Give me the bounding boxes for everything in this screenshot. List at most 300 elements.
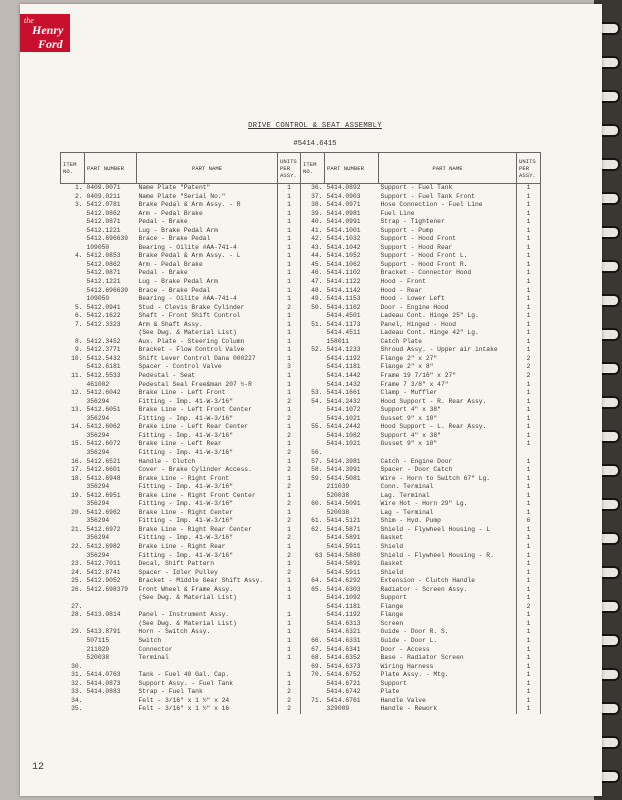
cell-item-no: 57. (301, 458, 325, 467)
cell-units: 1 (517, 295, 541, 304)
cell-part-number: 5412.8741 (86, 568, 121, 576)
cell-part-number: 5414.5121 (326, 517, 361, 525)
cell-item-no: 43. (301, 244, 325, 253)
cell-units: 1 (278, 458, 301, 467)
cell-item-no: 6. (74, 312, 83, 320)
cell-part-number: 5414.1062 (326, 260, 361, 268)
cell-part-number: 520038 (86, 654, 110, 662)
cell-units: 1 (517, 475, 541, 484)
cell-part-name: Handle Valve (379, 697, 517, 706)
cell-item-no: 61. (301, 517, 325, 526)
cell-units: 1 (278, 201, 301, 210)
cell-part-name: Shroud Assy. - Upper air intake (379, 346, 517, 355)
cell-item-no: 2. (74, 192, 83, 200)
cell-item-no: 25. (71, 577, 83, 585)
cell-item-no (301, 338, 325, 347)
cell-part-name: (See Dwg. & Material List) (137, 594, 278, 603)
cell-part-number: 5414.5091 (326, 500, 361, 508)
cell-item-no: 53. (301, 389, 325, 398)
cell-part-number: 0409.0211 (86, 192, 121, 200)
table-row (61, 475, 541, 484)
cell-units: 1 (517, 586, 541, 595)
cell-part-number: 5412.0871 (86, 218, 121, 226)
cell-part-name: Lug - Brake Pedal Arm (137, 227, 278, 236)
cell-units: 1 (278, 620, 301, 629)
cell-part-name: Brake Line - Right Front Center (137, 492, 278, 501)
cell-units: 1 (517, 406, 541, 415)
table-row (61, 432, 541, 441)
cell-item-no: 7. (74, 320, 83, 328)
cell-units: 2 (278, 517, 301, 526)
table-row (61, 235, 541, 244)
cell-units: 1 (278, 295, 301, 304)
cell-part-number: 5412.9052 (86, 577, 121, 585)
table-row (61, 671, 541, 680)
cell-units: 1 (517, 244, 541, 253)
cell-part-number: 5412.1622 (86, 312, 121, 320)
cell-units: 1 (278, 509, 301, 518)
document-page (20, 4, 602, 796)
cell-units: 2 (278, 304, 301, 313)
parts-table (60, 152, 541, 714)
cell-units: 2 (278, 534, 301, 543)
table-row (61, 646, 541, 655)
cell-item-no (301, 355, 325, 364)
cell-part-number: 356294 (86, 534, 110, 542)
cell-units: 1 (517, 227, 541, 236)
cell-item-no (61, 278, 85, 287)
cell-part-number: 5412.6072 (86, 440, 121, 448)
cell-part-name: Spacer - Door Catch (379, 466, 517, 475)
table-row (61, 423, 541, 432)
cell-part-name: Panel - Instrument Assy. (137, 611, 278, 620)
cell-part-name: Support - Hood Rear (379, 244, 517, 253)
table-row (61, 184, 541, 193)
cell-part-number: 5414.3981 (326, 457, 361, 465)
cell-part-name: Fitting - Imp. 41-W-3/16" (137, 483, 278, 492)
cell-part-name: Terminal (137, 654, 278, 663)
cell-item-no: 52. (301, 346, 325, 355)
cell-units: 1 (517, 458, 541, 467)
cell-part-number: 5414.5891 (326, 534, 361, 542)
cell-units: 1 (517, 509, 541, 518)
cell-part-number: 5414.0981 (326, 209, 361, 217)
cell-units: 1 (517, 637, 541, 646)
cell-units: 1 (278, 637, 301, 646)
cell-part-name: (See Dwg. & Material List) (137, 620, 278, 629)
cell-part-name: Extension - Clutch Handle (379, 577, 517, 586)
cell-part-number: 5414.0883 (86, 688, 121, 696)
cell-units: 1 (278, 381, 301, 390)
table-row (61, 543, 541, 552)
table-row (61, 705, 541, 714)
cell-units: 1 (278, 406, 301, 415)
cell-units: 2 (278, 398, 301, 407)
cell-item-no: 20. (71, 508, 83, 516)
cell-units: 1 (278, 355, 301, 364)
cell-item-no: 47. (301, 278, 325, 287)
cell-item-no (61, 295, 85, 304)
cell-part-number: 5414.5911 (326, 542, 361, 550)
cell-item-no: 66. (301, 637, 325, 646)
cell-item-no (61, 654, 85, 663)
cell-part-name: Guide - Door R. S. (379, 628, 517, 637)
cell-part-number: 5414.1122 (326, 278, 361, 286)
cell-units: 1 (517, 483, 541, 492)
cell-item-no: 49. (301, 295, 325, 304)
table-row (61, 346, 541, 355)
table-row (61, 398, 541, 407)
cell-units: 1 (278, 440, 301, 449)
cell-units: 1 (278, 218, 301, 227)
cell-item-no: 69. (301, 663, 325, 672)
cell-item-no (61, 363, 85, 372)
cell-part-number: 5414.1181 (326, 602, 361, 610)
cell-part-name: Frame 7 3/8" x 47" (379, 381, 517, 390)
table-row (61, 611, 541, 620)
cell-part-name: Support Assy. - Fuel Tank (137, 680, 278, 689)
cell-part-number: 5414.1181 (326, 363, 361, 371)
cell-part-name: Support - Fuel Tank (379, 184, 517, 193)
cell-units: 1 (517, 646, 541, 655)
cell-part-number: 5414.1432 (326, 380, 361, 388)
cell-item-no: 65. (301, 586, 325, 595)
cell-part-name: Fitting - Imp. 41-W-3/16" (137, 432, 278, 441)
cell-item-no (61, 244, 85, 253)
cell-part-name: Shield - Flywheel Housing - R. (379, 552, 517, 561)
cell-item-no (301, 594, 325, 603)
cell-units: 1 (517, 492, 541, 501)
cell-part-number: 5412.0781 (86, 201, 121, 209)
table-row (61, 252, 541, 261)
cell-part-number: 5414.6303 (326, 585, 361, 593)
cell-part-number: 356294 (86, 414, 110, 422)
cell-units: 1 (517, 338, 541, 347)
cell-part-number: 5414.1082 (326, 431, 361, 439)
cell-units: 1 (517, 423, 541, 432)
cell-units: 1 (517, 432, 541, 441)
cell-item-no: 30. (71, 662, 83, 670)
cell-part-number (85, 705, 137, 714)
cell-part-number: 5414.5891 (326, 560, 361, 568)
cell-part-number: 5414.0763 (86, 671, 121, 679)
cell-item-no: 68. (301, 654, 325, 663)
cell-part-name: Strap - Fuel Tank (137, 688, 278, 697)
cell-part-number: 5414.6761 (326, 696, 361, 704)
cell-units: 1 (517, 552, 541, 561)
cell-part-name: Handle - Clutch (137, 458, 278, 467)
cell-part-number: 0409.0071 (86, 184, 121, 191)
cell-item-no: 41. (301, 227, 325, 236)
cell-item-no (61, 483, 85, 492)
table-row (61, 637, 541, 646)
cell-units: 1 (278, 594, 301, 603)
cell-item-no (301, 381, 325, 390)
table-row (61, 363, 541, 372)
table-row (61, 218, 541, 227)
cell-units: 1 (278, 628, 301, 637)
cell-item-no: 24. (71, 568, 83, 576)
cell-item-no (61, 269, 85, 278)
cell-part-number: 158011 (326, 337, 350, 345)
cell-part-name: Front Wheel & Frame Assy. (137, 586, 278, 595)
cell-item-no: 67. (301, 646, 325, 655)
cell-part-name: Wiring Harness (379, 663, 517, 672)
cell-part-number: 5414.6373 (326, 662, 361, 670)
cell-item-no (301, 620, 325, 629)
cell-units: 3 (278, 363, 301, 372)
cell-units: 2 (278, 569, 301, 578)
cell-units: 1 (278, 252, 301, 261)
cell-part-number (85, 329, 137, 338)
cell-part-name: Radiator - Screen Assy. (379, 586, 517, 595)
cell-item-no (61, 415, 85, 424)
cell-units: 1 (517, 577, 541, 586)
cell-item-no (301, 440, 325, 449)
table-row (61, 663, 541, 672)
cell-part-number: 211039 (326, 483, 350, 491)
cell-part-number: 109050 (86, 243, 110, 251)
cell-units: 1 (517, 526, 541, 535)
cell-part-name: Brake Pedal & Arm Assy. - R (137, 201, 278, 210)
cell-part-number: 5414.1192 (326, 354, 361, 362)
cell-units: 1 (278, 244, 301, 253)
cell-units: 2 (278, 688, 301, 697)
cell-part-number: 5414.1042 (326, 243, 361, 251)
cell-item-no (301, 329, 325, 338)
cell-part-number: 5412.696639 (86, 235, 129, 243)
cell-item-no: 55. (301, 423, 325, 432)
table-row (61, 295, 541, 304)
cell-item-no: 17. (71, 466, 83, 474)
cell-units: 1 (517, 252, 541, 261)
logo-ford: Ford (38, 37, 63, 51)
cell-part-name: Wire Hot - Horn 29" Lg. (379, 500, 517, 509)
cell-part-name: Support - Hood Front R. (379, 261, 517, 270)
cell-part-name (137, 663, 278, 672)
table-row (61, 372, 541, 381)
cell-units: 1 (278, 338, 301, 347)
cell-item-no: 62. (301, 526, 325, 535)
cell-units: 1 (517, 201, 541, 210)
cell-units: 1 (517, 193, 541, 202)
cell-part-number: 356294 (86, 397, 110, 405)
cell-units: 1 (517, 210, 541, 219)
cell-part-name: Support (379, 594, 517, 603)
cell-units: 1 (517, 671, 541, 680)
table-row (61, 210, 541, 219)
cell-units: 1 (278, 543, 301, 552)
cell-item-no (301, 415, 325, 424)
cell-part-name: Base - Radiator Screen (379, 654, 517, 663)
table-row (61, 381, 541, 390)
cell-part-name: Panel, Hinged - Hood (379, 321, 517, 330)
cell-item-no (61, 210, 85, 219)
table-row (61, 628, 541, 637)
table-row (61, 269, 541, 278)
cell-part-name: Support - Pump (379, 227, 517, 236)
cell-item-no: 46. (301, 269, 325, 278)
cell-units: 1 (517, 663, 541, 672)
cell-item-no: 71. (301, 697, 325, 706)
cell-units: 2 (278, 705, 301, 714)
cell-units: 1 (278, 278, 301, 287)
table-row (61, 594, 541, 603)
cell-part-number: 5414.1142 (326, 286, 361, 294)
cell-units: 2 (278, 432, 301, 441)
cell-item-no: 18. (71, 474, 83, 482)
cell-part-number: 5412.1221 (86, 226, 121, 234)
cell-units: 1 (517, 705, 541, 714)
cell-part-number: 5414.1032 (326, 235, 361, 243)
table-row (61, 492, 541, 501)
table-row (61, 500, 541, 509)
cell-item-no (301, 483, 325, 492)
cell-item-no (301, 372, 325, 381)
cell-units: 2 (278, 697, 301, 706)
table-row (61, 227, 541, 236)
cell-part-number (85, 663, 137, 672)
cell-item-no: 56. (301, 449, 325, 458)
cell-item-no: 48. (301, 287, 325, 296)
cell-part-name: Arm - Pedal Brake (137, 261, 278, 270)
table-row (61, 440, 541, 449)
cell-part-name: Bearing - Oilite #AA-741-4 (137, 244, 278, 253)
cell-units: 2 (517, 363, 541, 372)
cell-units: 1 (517, 218, 541, 227)
cell-part-name: Name Plate "Serial No." (137, 193, 278, 202)
cell-units: 1 (278, 586, 301, 595)
cell-item-no: 16. (71, 457, 83, 465)
cell-units (517, 449, 541, 458)
cell-part-name: Brace - Brake Pedal (137, 287, 278, 296)
cell-units: 1 (517, 235, 541, 244)
cell-part-name: Lag. Terminal (379, 492, 517, 501)
cell-units: 1 (517, 534, 541, 543)
cell-item-no: 64. (301, 577, 325, 586)
cell-part-name: (See Dwg. & Material List) (137, 329, 278, 338)
cell-units: 1 (278, 526, 301, 535)
cell-units: 1 (517, 381, 541, 390)
header-part-number: PART NUMBER (85, 153, 137, 184)
cell-item-no: 8. (74, 337, 83, 345)
cell-item-no: 44. (301, 252, 325, 261)
table-row (61, 201, 541, 210)
cell-part-name: Flange (379, 611, 517, 620)
cell-units: 1 (517, 269, 541, 278)
cell-item-no (301, 611, 325, 620)
cell-item-no: 32. (71, 679, 83, 687)
cell-part-name: Support - Hood Front L. (379, 252, 517, 261)
cell-part-number: 5412.7011 (86, 560, 121, 568)
cell-part-name: Fitting - Imp. 41-W-3/16" (137, 517, 278, 526)
cell-item-no (301, 628, 325, 637)
cell-item-no: 23. (71, 560, 83, 568)
cell-item-no: 40. (301, 218, 325, 227)
cell-part-name: Screen (379, 620, 517, 629)
cell-units: 2 (278, 500, 301, 509)
cell-part-name: Felt - 3/16" x 1 ½" x 16 (137, 705, 278, 714)
cell-part-name: Ladeau Cont. Hinge 42" Lg. (379, 329, 517, 338)
cell-part-name: Flange 2" x 27" (379, 355, 517, 364)
cell-units: 1 (517, 654, 541, 663)
cell-item-no (61, 218, 85, 227)
cell-item-no (61, 620, 85, 629)
cell-part-name: Door - Engine Hood (379, 304, 517, 313)
cell-item-no: 1. (74, 184, 83, 191)
cell-part-name: Ladeau Cont. Hinge 25" Lg. (379, 312, 517, 321)
cell-part-number: 211029 (86, 645, 110, 653)
cell-item-no: 37. (301, 193, 325, 202)
cell-part-number: 5414.6721 (326, 679, 361, 687)
cell-units: 1 (517, 321, 541, 330)
cell-part-name: Support 4" x 38" (379, 432, 517, 441)
cell-item-no: 5. (74, 303, 83, 311)
table-row (61, 278, 541, 287)
cell-part-number: 356294 (86, 483, 110, 491)
cell-part-name: Catch Plate (379, 338, 517, 347)
cell-part-number: 5412.0941 (86, 303, 121, 311)
cell-units: 2 (517, 603, 541, 612)
cell-part-name: Bracket - Flow Control Valve (137, 346, 278, 355)
cell-units: 1 (517, 500, 541, 509)
cell-units: 1 (278, 577, 301, 586)
cell-part-name: Support (379, 680, 517, 689)
cell-part-number: 5414.1102 (326, 269, 361, 277)
cell-item-no: 70. (301, 671, 325, 680)
cell-part-number: 5412.6982 (86, 542, 121, 550)
cell-units: 1 (278, 680, 301, 689)
cell-part-number: 5412.6972 (86, 525, 121, 533)
cell-part-number: 5412.5533 (86, 372, 121, 380)
cell-item-no (301, 603, 325, 612)
table-row (61, 534, 541, 543)
cell-part-number: 5414.6313 (326, 619, 361, 627)
table-row (61, 552, 541, 561)
cell-item-no (301, 705, 325, 714)
cell-part-number: 5412.0862 (86, 209, 121, 217)
cell-part-name: Handle - Rework (379, 705, 517, 714)
henry-ford-logo (20, 14, 70, 52)
cell-item-no: 58. (301, 466, 325, 475)
cell-part-name: Hood - Lower Left (379, 295, 517, 304)
cell-units: 1 (278, 184, 301, 193)
cell-part-name: Plate (379, 688, 517, 697)
table-row (61, 577, 541, 586)
cell-part-number: 5414.5911 (326, 568, 361, 576)
table-row (61, 466, 541, 475)
cell-units: 6 (517, 517, 541, 526)
table-row (61, 458, 541, 467)
cell-part-name: Brace - Brake Pedal (137, 235, 278, 244)
cell-item-no: 21. (71, 525, 83, 533)
cell-units: 1 (517, 415, 541, 424)
cell-part-name: Pedestal Seal Free&man 207 ½-R (137, 381, 278, 390)
header-part-name-2: PART NAME (379, 153, 517, 184)
cell-units: 1 (517, 466, 541, 475)
cell-part-number: 356294 (86, 551, 110, 559)
cell-units: 1 (517, 440, 541, 449)
cell-part-name: Flange 2" x 8" (379, 363, 517, 372)
cell-part-number: 5412.0853 (86, 252, 121, 260)
cell-part-name (137, 603, 278, 612)
cell-part-name: Shield (379, 569, 517, 578)
cell-item-no: 28. (71, 611, 83, 619)
cell-item-no: 51. (301, 321, 325, 330)
cell-part-number: 5414.5880 (326, 551, 361, 559)
table-row (61, 569, 541, 578)
cell-units: 1 (278, 210, 301, 219)
